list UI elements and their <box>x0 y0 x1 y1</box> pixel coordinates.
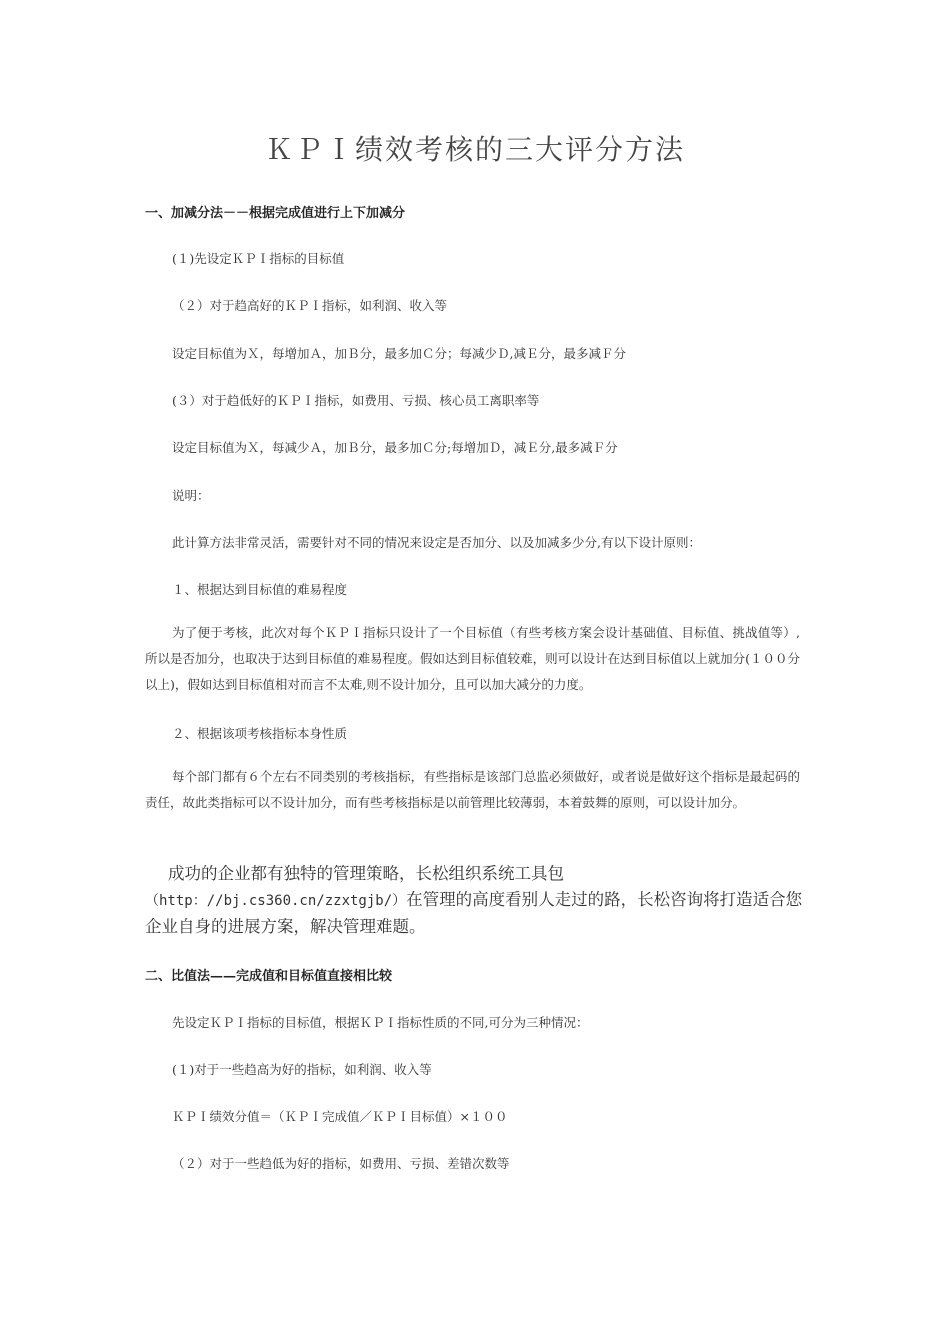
formula-line: ＫＰＩ绩效分值＝（ＫＰＩ完成值／ＫＰＩ目标值）×１００ <box>172 1109 508 1124</box>
section-1-line-7: 此计算方法非常灵活，需要针对不同的情况来设定是否加分、以及加减多少分,有以下设计原则： <box>172 535 701 550</box>
section-1-line-5: 设定目标值为Ｘ，每减少Ａ，加Ｂ分，最多加Ｃ分;每增加Ｄ，减Ｅ分,最多减Ｆ分 <box>172 440 618 455</box>
principle-1-paragraph: 为了便于考核，此次对每个ＫＰＩ指标只设计了一个目标值（有些考核方案会设计基础值、目标值、挑战值等）,所以是否加分，也取决于达到目标值的难易程度。假如达到目标值较难，则可以设计在达到目标值以上就加分(１００分以上)，假如达到目标值相对而言不太难,则不设计加分，且可以加大减分的力度。 <box>145 625 800 692</box>
principle-2-paragraph: 每个部门都有６个左右不同类别的考核指标，有些指标是该部门总监必须做好，或者说是做好这个指标是最起码的责任，故此类指标可以不设计加分，而有些考核指标是以前管理比较薄弱，本着鼓舞的原则，可以设计加分。 <box>145 769 800 810</box>
section-1-line-3: 设定目标值为Ｘ，每增加Ａ，加Ｂ分，最多加Ｃ分；每减少Ｄ,减Ｅ分，最多减Ｆ分 <box>172 346 626 361</box>
section-1-line-1: (１)先设定ＫＰＩ指标的目标值 <box>172 251 345 266</box>
section-2-line-4: （２）对于一些趋低为好的指标，如费用、亏损、差错次数等 <box>172 1156 510 1171</box>
document-title: ＫＰＩ绩效考核的三大评分方法 <box>264 133 685 166</box>
promo-paragraph <box>145 861 805 940</box>
section-1-line-4: (３）对于趋低好的ＫＰＩ指标，如费用、亏损、核心员工离职率等 <box>172 393 540 408</box>
section-2-line-1: 先设定ＫＰＩ指标的目标值，根据ＫＰＩ指标性质的不同,可分为三种情况： <box>172 1015 589 1030</box>
section-1-note-label: 说明： <box>172 488 210 503</box>
principle-2-heading: ２、根据该项考核指标本身性质 <box>172 726 348 741</box>
section-1-line-2: （２）对于趋高好的ＫＰＩ指标，如利润、收入等 <box>172 298 448 313</box>
section-1-heading: 一、加减分法－－根据完成值进行上下加减分 <box>145 206 406 221</box>
section-2-heading: 二、比值法——完成值和目标值直接相比较 <box>145 969 393 984</box>
promo-link[interactable]: （http：//bj.cs360.cn/zzxtgjb/） <box>145 893 407 909</box>
promo-text-a: 成功的企业都有独特的管理策略，长松组织系统工具包 <box>168 864 564 883</box>
promo-text-b: 在管理的高度看别人走过的路，长松咨询将打造适合您企业自身的进展方案，解决管理难题。 <box>145 890 803 936</box>
principle-1-heading: １、根据达到目标值的难易程度 <box>172 582 348 597</box>
section-2-line-2: (１)对于一些趋高为好的指标，如利润、收入等 <box>172 1062 432 1077</box>
